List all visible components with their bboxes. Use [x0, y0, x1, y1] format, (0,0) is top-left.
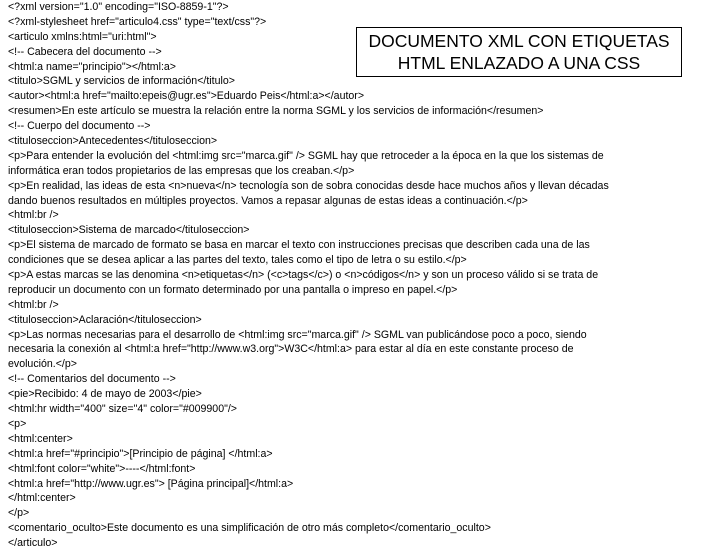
code-line: <p>Para entender la evolución del <html:img src="marca.gif" /> SGML hay que retroceder a la época en la que los sistemas de [8, 149, 604, 162]
code-line: reproducir un documento con un formato determinado por una pantalla o impreso en papel.</p> [8, 283, 458, 296]
code-line: <html:font color="white">----</html:font> [8, 462, 196, 475]
code-line: <html:a href="http://www.ugr.es"> [Página principal]</html:a> [8, 477, 294, 490]
code-line: <tituloseccion>Sistema de marcado</tituloseccion> [8, 224, 250, 237]
code-line: </p> [8, 507, 30, 520]
code-line: <pie>Recibido: 4 de mayo de 2003</pie> [8, 388, 202, 401]
code-line: <!-- Comentarios del documento --> [8, 373, 176, 386]
code-line: <p> [8, 417, 27, 430]
code-line: <html:hr width="400" size="4" color="#009900"/> [8, 403, 237, 416]
code-line: condiciones que se desea aplicar a las partes del texto, tales como el tipo de letra o su estilo.</p> [8, 254, 467, 267]
code-line: <p>A estas marcas se las denomina <n>etiquetas</n> (<c>tags</c>) o <n>códigos</n> y son un proceso válido si se trata de [8, 269, 599, 282]
code-line: <p>Las normas necesarias para el desarrollo de <html:img src="marca.gif" /> SGML van publicándose poco a poco, siendo [8, 328, 587, 341]
code-line: <?xml-stylesheet href="articulo4.css" type="text/css"?> [8, 15, 267, 28]
code-line: dando buenos resultados en múltiples proyectos. Vamos a repasar algunas de estas ideas a continuación.</p> [8, 194, 528, 207]
code-line: <tituloseccion>Aclaración</tituloseccion> [8, 313, 202, 326]
code-line: <html:br /> [8, 298, 59, 311]
code-line: <html:a href="#principio">[Principio de página] </html:a> [8, 447, 273, 460]
code-line: evolución.</p> [8, 358, 77, 371]
code-line: informática eran todos propietarios de las empresas que los creaban.</p> [8, 164, 355, 177]
code-line: <html:a name="principio"></html:a> [8, 60, 176, 73]
code-line: </html:center> [8, 492, 76, 505]
code-line: necesaria la conexión al <html:a href="http://www.w3.org">W3C</html:a> para estar al día en este constante proceso de [8, 343, 574, 356]
code-line: <comentario_oculto>Este documento es una simplificación de otro más completo</comentario_oculto> [8, 522, 491, 535]
code-line: <!-- Cabecera del documento --> [8, 45, 162, 58]
code-line: <p>En realidad, las ideas de esta <n>nueva</n> tecnología son de sobra conocidas desde hace muchos años y llevan décadas [8, 179, 609, 192]
code-line: <p>El sistema de marcado de formato se basa en marcar el texto con instrucciones precisas que describen cada una de las [8, 239, 590, 252]
code-line: <!-- Cuerpo del documento --> [8, 120, 151, 133]
code-line: <html:br /> [8, 209, 59, 222]
title-line-2: HTML ENLAZADO A UNA CSS [397, 53, 641, 73]
title-line-1: DOCUMENTO XML CON ETIQUETAS [368, 31, 670, 51]
code-line: <titulo>SGML y servicios de información</titulo> [8, 75, 235, 88]
code-line: </articulo> [8, 537, 58, 550]
code-line: <tituloseccion>Antecedentes</tituloseccion> [8, 135, 218, 148]
code-line: <resumen>En este artículo se muestra la relación entre la norma SGML y los servicios de información</resumen> [8, 105, 544, 118]
code-line: <articulo xmlns:html="uri:html"> [8, 30, 157, 43]
xml-source-listing [8, 0, 698, 551]
title-box [356, 27, 682, 77]
code-line: <autor><html:a href="mailto:epeis@ugr.es">Eduardo Peis</html:a></autor> [8, 90, 365, 103]
code-line: <html:center> [8, 432, 73, 445]
code-line: <?xml version="1.0" encoding="ISO-8859-1"?> [8, 1, 229, 13]
